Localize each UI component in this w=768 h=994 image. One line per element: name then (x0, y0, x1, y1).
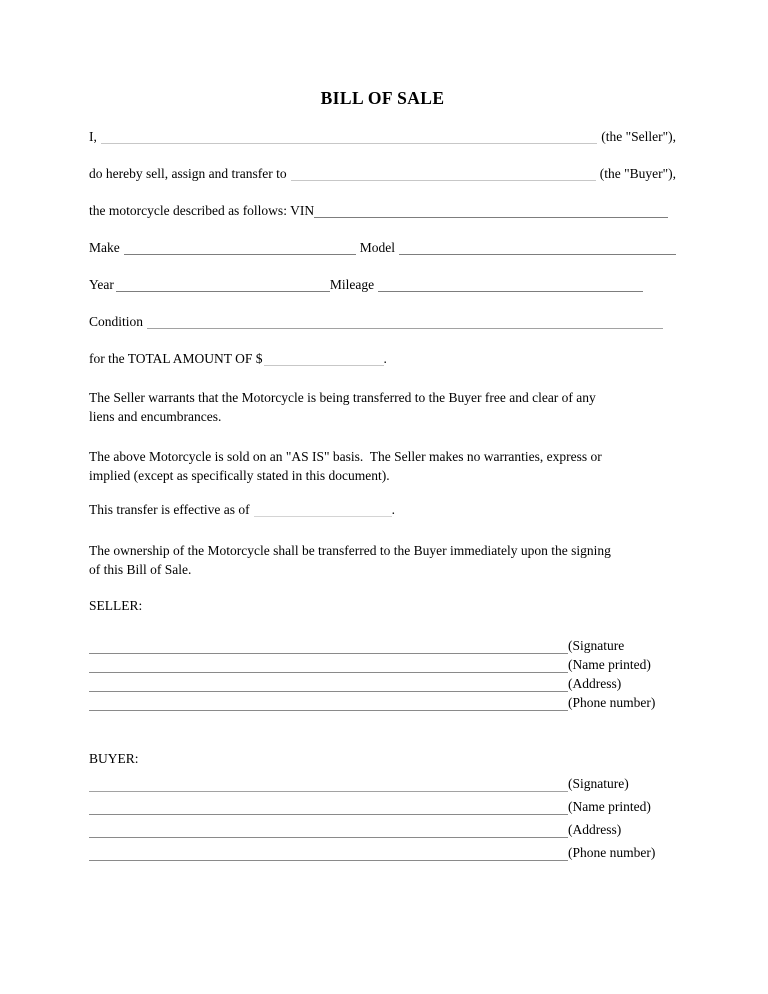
effective-date-blank (254, 501, 392, 517)
ownership-paragraph-line2: of this Bill of Sale. (89, 562, 192, 577)
transfer-line-suffix: (the "Buyer"), (599, 166, 676, 181)
make-model-line (89, 239, 676, 256)
buyer-section-heading: BUYER: (89, 751, 139, 766)
vin-line-prefix: the motorcycle described as follows: VIN (89, 203, 315, 218)
total-amount-line (89, 350, 676, 367)
buyer-name-printed-label: (Name printed) (568, 799, 651, 814)
buyer-signature-block (89, 769, 676, 861)
as-is-paragraph (89, 447, 676, 485)
mileage-label: Mileage (329, 277, 375, 292)
seller-section-heading: SELLER: (89, 598, 143, 613)
buyer-name-printed-row (89, 792, 676, 815)
buyer-signature-row (89, 769, 676, 792)
warranty-paragraph-line2: liens and encumbrances. (89, 409, 222, 424)
buyer-address-blank (89, 815, 568, 838)
model-label: Model (359, 240, 395, 255)
seller-name-printed-label: (Name printed) (568, 657, 651, 672)
transfer-to-line (89, 165, 676, 182)
buyer-phone-row (89, 838, 676, 861)
total-amount-suffix: . (383, 351, 387, 366)
buyer-name-printed-blank (89, 792, 568, 815)
year-mileage-line (89, 276, 676, 293)
year-blank (116, 276, 330, 292)
buyer-phone-label: (Phone number) (568, 845, 656, 860)
buyer-address-label: (Address) (568, 822, 622, 837)
seller-phone-blank (89, 692, 568, 711)
seller-address-blank (89, 673, 568, 692)
condition-blank (147, 313, 663, 329)
seller-signature-block (89, 635, 676, 711)
model-blank (399, 239, 676, 255)
seller-name-printed-row (89, 654, 676, 673)
seller-address-label: (Address) (568, 676, 622, 691)
make-label: Make (89, 240, 120, 255)
vin-blank (314, 202, 668, 218)
condition-line (89, 313, 676, 330)
seller-name-line (89, 128, 676, 145)
seller-address-row (89, 673, 676, 692)
buyer-address-row (89, 815, 676, 838)
transfer-line-prefix: do hereby sell, assign and transfer to (89, 166, 287, 181)
vin-line (89, 202, 676, 219)
warranty-paragraph (89, 388, 676, 426)
ownership-paragraph-line1: The ownership of the Motorcycle shall be transferred to the Buyer immediately upon the signing (89, 543, 611, 558)
seller-phone-row (89, 692, 676, 711)
effective-date-line (89, 501, 676, 518)
seller-line-suffix: (the "Seller"), (601, 129, 676, 144)
buyer-name-blank (291, 165, 596, 181)
mileage-blank (378, 276, 643, 292)
seller-signature-row (89, 635, 676, 654)
buyer-signature-blank (89, 769, 568, 792)
buyer-signature-label: (Signature) (568, 776, 629, 791)
ownership-paragraph (89, 541, 676, 579)
make-blank (124, 239, 356, 255)
year-label: Year (89, 277, 114, 292)
condition-label: Condition (89, 314, 144, 329)
seller-name-printed-blank (89, 654, 568, 673)
as-is-paragraph-line1: The above Motorcycle is sold on an "AS IS" basis. The Seller makes no warranties, express or (89, 449, 602, 464)
seller-name-blank (101, 128, 597, 144)
seller-line-prefix: I, (89, 129, 97, 144)
seller-signature-blank (89, 635, 568, 654)
document-title: BILL OF SALE (320, 88, 445, 108)
effective-date-suffix: . (391, 502, 395, 517)
seller-signature-label: (Signature (568, 638, 625, 653)
as-is-paragraph-line2: implied (except as specifically stated in this document). (89, 468, 390, 483)
total-amount-prefix: for the TOTAL AMOUNT OF $ (89, 351, 263, 366)
effective-date-prefix: This transfer is effective as of (89, 502, 250, 517)
buyer-phone-blank (89, 838, 568, 861)
total-amount-blank (264, 350, 384, 366)
seller-phone-label: (Phone number) (568, 695, 656, 710)
warranty-paragraph-line1: The Seller warrants that the Motorcycle is being transferred to the Buyer free and clear of any (89, 390, 596, 405)
